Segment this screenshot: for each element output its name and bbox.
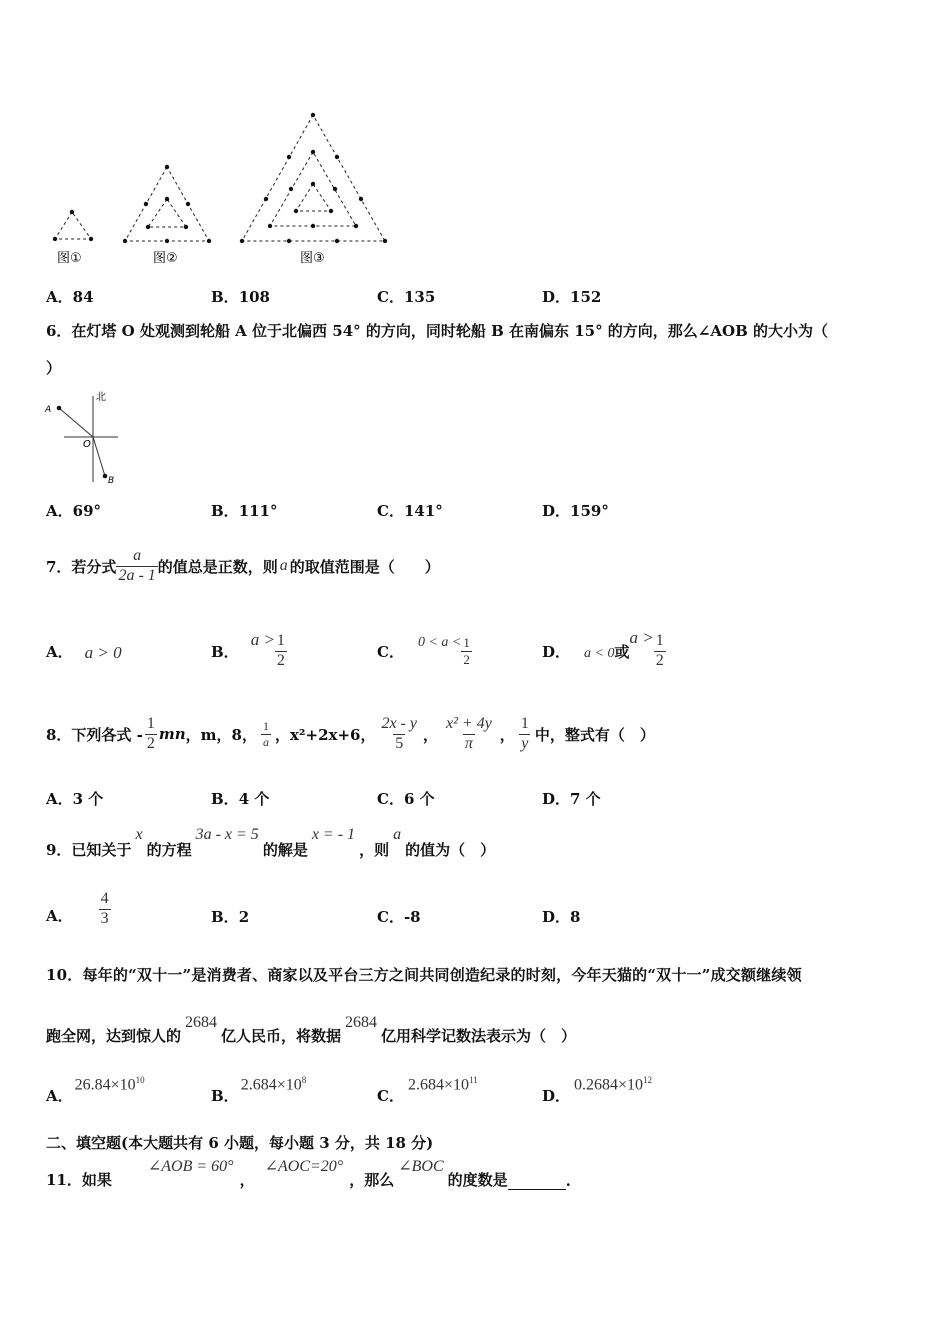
q5-option-b[interactable]: B．108 xyxy=(211,288,270,306)
q10-option-c[interactable]: C． $2.684\times 10^{11}$ xyxy=(377,1074,478,1105)
q10-option-a[interactable]: A． $26.84\times 10^{10}$ xyxy=(46,1074,145,1105)
q7-option-a[interactable]: A． a > 0 xyxy=(46,642,122,662)
q9-option-c[interactable]: C．-8 xyxy=(377,908,421,926)
q7-option-d[interactable]: D． a < 0 或 a > $\frac{1}{2}$ xyxy=(542,628,664,669)
q5-option-a[interactable]: A．84 xyxy=(46,288,94,306)
fig-label-2: 图② xyxy=(153,251,178,266)
compass-diagram xyxy=(40,386,130,490)
q10-option-d[interactable]: D． $0.2684\times 10^{12}$ xyxy=(542,1074,653,1105)
q8-option-c[interactable]: C．6 个 xyxy=(377,790,435,808)
north-label: 北 xyxy=(96,392,106,403)
q10-stem-line2: 跑全网，达到惊人的 2684 亿人民币，将数据 2684 亿用科学记数法表示为（ ） xyxy=(46,1014,577,1045)
q6-option-d[interactable]: D．159° xyxy=(542,502,609,520)
q9-stem: 9．已知关于 x 的方程 3a - x = 5 的解是 x = - 1 ，则 a 的值为（ ） xyxy=(46,826,496,859)
q8-option-a[interactable]: A．3 个 xyxy=(46,790,104,808)
q6-stem-end: ） xyxy=(46,359,62,377)
q8-option-b[interactable]: B．4 个 xyxy=(211,790,270,808)
q9-option-b[interactable]: B．2 xyxy=(211,908,250,926)
q7-stem: 7．若分式 $\frac{a}{2a - 1}$ 的值总是正数，则 a 的取值范围是（ ） xyxy=(46,546,440,584)
point-b-label: B xyxy=(108,476,115,486)
q7-option-b[interactable]: B． a > $\frac{1}{2}$ xyxy=(211,630,285,669)
point-a-label: A xyxy=(45,405,52,415)
answer-blank[interactable] xyxy=(508,1188,566,1190)
q10-stem-line1: 10．每年的“双十一”是消费者、商家以及平台三方之间共同创造纪录的时刻，今年天猫的“双十一”成交额继续领 xyxy=(46,966,802,984)
q11-stem: 11．如果 ∠AOB = 60° ， ∠AOC=20° ，那么 ∠BOC 的度数是 . xyxy=(46,1158,571,1190)
fig-label-3: 图③ xyxy=(300,251,325,266)
fig-label-1: 图① xyxy=(57,251,82,266)
q7-fraction: $\frac{a}{2a - 1}$ xyxy=(118,546,156,584)
q7-option-c[interactable]: C． 0 < a < $\frac{1}{2}$ xyxy=(377,634,470,667)
section-heading: 二、填空题(本大题共有 6 小题，每小题 3 分，共 18 分) xyxy=(46,1134,434,1152)
q6-option-a[interactable]: A．69° xyxy=(46,502,102,520)
q6-option-b[interactable]: B．111° xyxy=(211,502,278,520)
q8-stem: 8．下列各式 - $\frac{1}{2}$ mn ，m，8， $\frac{1}{a}$ ，x²+2x+6， $\frac{2x - y}{5}$ ， $\frac{\text{x² + 4y}}{\pi}$ ， $\frac{1}{y}$ 中，整式有（ ） xyxy=(46,714,655,752)
triangle-dot-pattern-figure xyxy=(0,0,950,270)
q10-option-b[interactable]: B． $2.684\times 10^8$ xyxy=(211,1074,307,1105)
q5-option-c[interactable]: C．135 xyxy=(377,288,436,306)
q6-stem: 6．在灯塔 O 处观测到轮船 A 位于北偏西 54° 的方向，同时轮船 B 在南偏东 15° 的方向，那么∠AOB 的大小为（ xyxy=(46,322,828,340)
q5-option-d[interactable]: D．152 xyxy=(542,288,602,306)
q8-option-d[interactable]: D．7 个 xyxy=(542,790,601,808)
q9-option-a[interactable]: A． $\frac{4}{3}$ xyxy=(46,890,109,928)
point-o-label: O xyxy=(83,439,91,450)
q6-option-c[interactable]: C．141° xyxy=(377,502,443,520)
q9-option-d[interactable]: D．8 xyxy=(542,908,581,926)
